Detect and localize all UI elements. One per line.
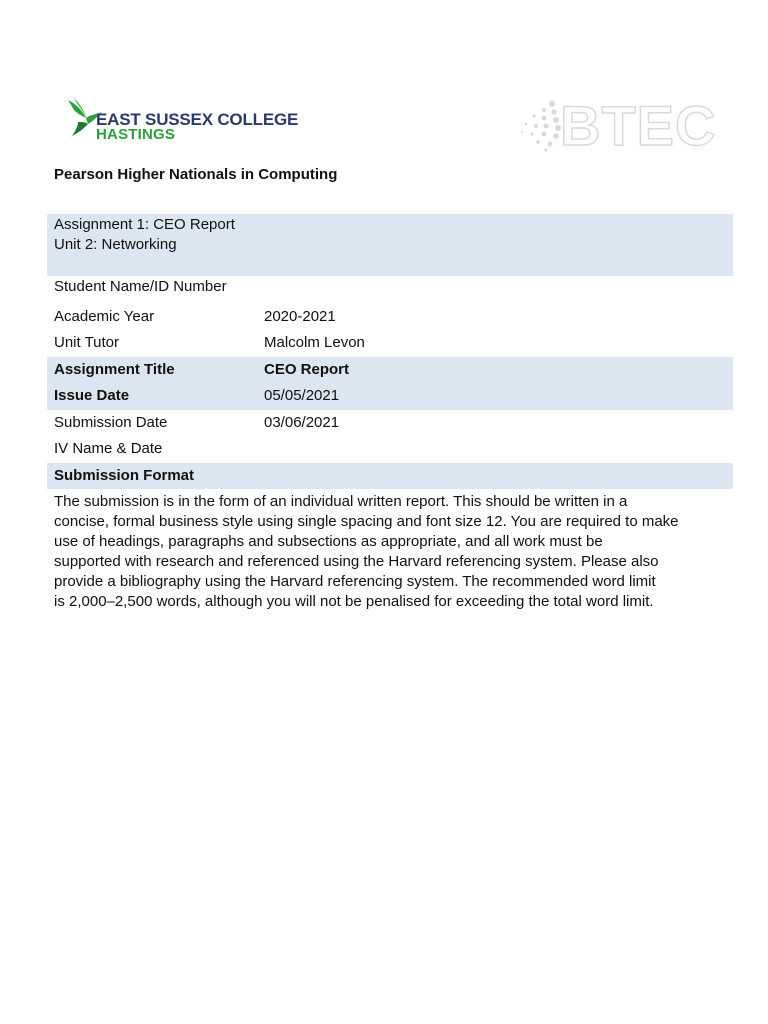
assignment-brief-table bbox=[47, 214, 733, 489]
unit-tutor-value: Malcolm Levon bbox=[264, 334, 365, 351]
student-label: Student Name/ID Number bbox=[54, 278, 227, 295]
table-row bbox=[47, 357, 733, 384]
unit-name: Unit 2: Networking bbox=[54, 236, 177, 253]
assignment-title-label: Assignment Title bbox=[54, 360, 175, 378]
paragraph-line: supported with research and referenced using the Harvard referencing system. Please also bbox=[54, 553, 659, 570]
issue-date-value: 05/05/2021 bbox=[264, 387, 340, 404]
college-name: EAST SUSSEX COLLEGE bbox=[96, 110, 299, 129]
table-row bbox=[47, 410, 733, 437]
table-row bbox=[47, 276, 733, 303]
submission-date-value: 03/06/2021 bbox=[264, 413, 340, 431]
paragraph-line: use of headings, paragraphs and subsections as appropriate, and all work must be bbox=[54, 533, 603, 550]
college-logo bbox=[66, 96, 299, 146]
submission-date-label: Submission Date bbox=[54, 413, 168, 431]
table-row bbox=[47, 330, 733, 357]
table-row bbox=[47, 436, 733, 463]
submission-format-label: Submission Format bbox=[54, 466, 195, 484]
college-campus: HASTINGS bbox=[96, 126, 176, 143]
paragraph-line: provide a bibliography using the Harvard referencing system. The recommended word limit bbox=[54, 573, 656, 590]
paragraph-line: concise, formal business style using single spacing and font size 12. You are required to make bbox=[54, 513, 679, 530]
dot-pattern-icon bbox=[518, 100, 564, 152]
page-title: Pearson Higher Nationals in Computing bbox=[54, 166, 338, 183]
assignment-header-row bbox=[47, 214, 733, 276]
iv-label: IV Name & Date bbox=[54, 440, 163, 457]
unit-tutor-label: Unit Tutor bbox=[54, 334, 120, 351]
issue-date-label: Issue Date bbox=[54, 387, 130, 404]
academic-year-value: 2020-2021 bbox=[264, 308, 336, 325]
submission-format-text bbox=[54, 492, 730, 612]
paragraph-line: The submission is in the form of an individual written report. This should be written in a bbox=[54, 493, 628, 510]
academic-year-label: Academic Year bbox=[54, 308, 155, 325]
table-row bbox=[47, 463, 733, 489]
paragraph-line: is 2,000–2,500 words, although you will not be penalised for exceeding the total word limit. bbox=[54, 593, 654, 610]
btec-logo bbox=[518, 96, 718, 156]
table-row bbox=[47, 303, 733, 330]
assignment-title-value: CEO Report bbox=[264, 360, 350, 378]
assignment-number: Assignment 1: CEO Report bbox=[54, 216, 235, 233]
table-row bbox=[47, 383, 733, 410]
btec-wordmark: BTEC bbox=[560, 94, 717, 157]
